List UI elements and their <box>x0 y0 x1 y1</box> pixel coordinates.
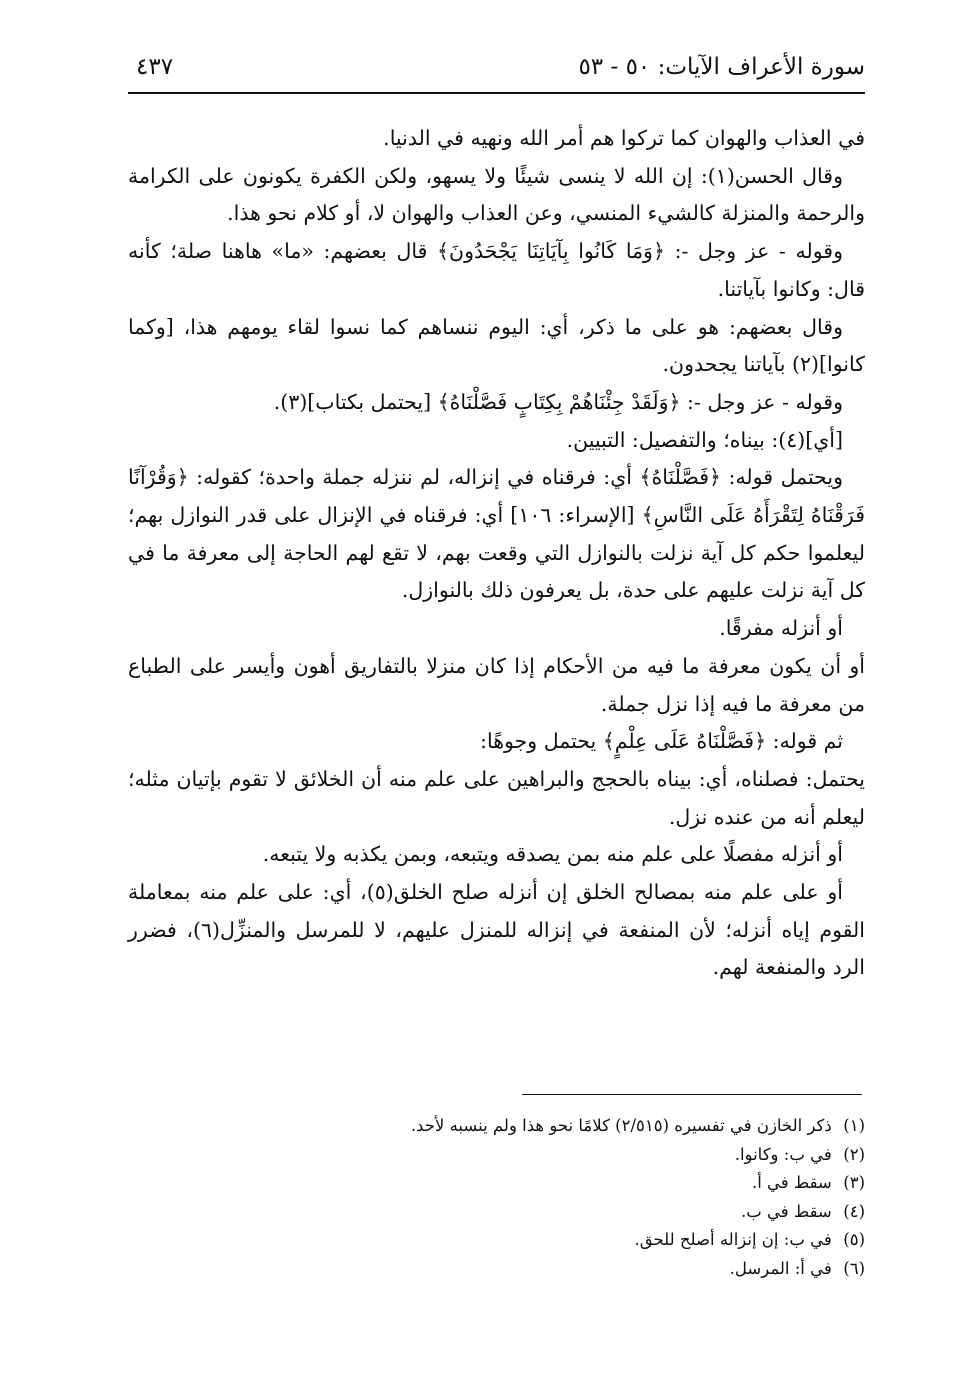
footnote-divider <box>522 1094 862 1095</box>
paragraph: ويحتمل قوله: ﴿فَصَّلْنَاهُ﴾ أي: فرقناه في إنزاله، لم ننزله جملة واحدة؛ كقوله: ﴿وَقُرْآنًا فَرَقْنَاهُ لِتَقْرَأَهُ عَلَى النَّاسِ﴾ [الإسراء: ١٠٦] أي: فرقناه في الإنزال على قدر النوازل بهم؛ ليعلموا حكم كل آية نزلت بالنوازل التي وقعت بهم، لا تقع لهم الحاجة إلى معرفة ما في كل آية نزلت عليهم على حدة، بل يعرفون ذلك بالنوازل. <box>128 465 866 603</box>
footnote-number: (٣) <box>843 1173 865 1192</box>
main-text <box>128 120 865 987</box>
paragraph: أو أن يكون معرفة ما فيه من الأحكام إذا كان منزلا بالتفاريق أهون وأيسر على الطباع من معرفة ما فيه إذا نزل جملة. <box>128 653 865 716</box>
paragraph: وقوله - عز وجل -: ﴿وَمَا كَانُوا بِآيَاتِنَا يَجْحَدُونَ﴾ قال بعضهم: «ما» هاهنا صلة؛ كأنه قال: وكانوا بآياتنا. <box>128 239 865 301</box>
footnote-number: (٢) <box>843 1144 865 1164</box>
footnote <box>128 1141 865 1170</box>
paragraph: أو أنزله مفصلًا على علم منه بمن يصدقه ويتبعه، وبمن يكذبه ولا يتبعه. <box>262 842 843 867</box>
footnote-text: ذكر الخازن في تفسيره (٢/٥١٥) كلامًا نحو هذا ولم ينسبه لأحد. <box>410 1116 832 1135</box>
paragraph: [أي](٤): بيناه؛ والتفصيل: التبيين. <box>566 427 843 452</box>
paragraph: يحتمل: فصلناه، أي: بيناه بالحجج والبراهين على علم منه أن الخلائق لا تقوم بإتيان مثله؛ ليعلم أنه من عنده نزل. <box>128 766 865 829</box>
footnote-text: في ب: إن إنزاله أصلح للحق. <box>634 1230 832 1249</box>
footnote <box>128 1255 865 1284</box>
footnote-number: (٤) <box>843 1201 865 1221</box>
page-number: ٤٣٧ <box>136 54 174 80</box>
footnote-number: (٦) <box>843 1258 865 1278</box>
footnote <box>128 1198 865 1227</box>
footnote <box>128 1226 865 1255</box>
paragraph: أو على علم منه بمصالح الخلق إن أنزله صلح الخلق(٥)، أي: على علم منه بمعاملة القوم إياه أنزله؛ لأن المنفعة في إنزاله للمنزل عليهم، لا للمرسل والمنزِّل(٦)، فضرر الرد والمنفعة لهم. <box>128 880 865 980</box>
paragraph: أو أنزله مفرقًا. <box>719 616 843 641</box>
page-header <box>128 48 865 94</box>
paragraph: وقوله - عز وجل -: ﴿وَلَقَدْ جِئْنَاهُمْ بِكِتَابٍ فَصَّلْنَاهُ﴾ [يحتمل بكتاب](٣). <box>273 389 843 414</box>
paragraph: ثم قوله: ﴿فَصَّلْنَاهُ عَلَى عِلْمٍ﴾ يحتمل وجوهًا: <box>480 729 843 754</box>
footnote-number: (٥) <box>843 1230 865 1249</box>
footnotes <box>128 1112 865 1283</box>
paragraph: في العذاب والهوان كما تركوا هم أمر الله ونهيه في الدنيا. <box>383 126 865 150</box>
running-title: سورة الأعراف الآيات: ٥٠ - ٥٣ <box>578 54 865 80</box>
footnote-text: في ب: وكانوا. <box>734 1144 832 1164</box>
footnote-text: سقط في ب. <box>741 1201 832 1221</box>
footnote-text: في أ: المرسل. <box>729 1258 832 1278</box>
footnote-number: (١) <box>843 1116 865 1135</box>
footnote <box>128 1169 865 1198</box>
paragraph: وقال بعضهم: هو على ما ذكر، أي: اليوم ننساهم كما نسوا لقاء يومهم هذا، [وكما كانوا](٢) بآياتنا يجحدون. <box>128 314 865 377</box>
footnote <box>128 1112 865 1141</box>
paragraph: وقال الحسن(١): إن الله لا ينسى شيئًا ولا يسهو، ولكن الكفرة يكونون على الكرامة والرحمة والمنزلة كالشيء المنسي، وعن العذاب والهوان لا، أو كلام نحو هذا. <box>128 163 865 226</box>
footnote-text: سقط في أ. <box>751 1173 832 1192</box>
